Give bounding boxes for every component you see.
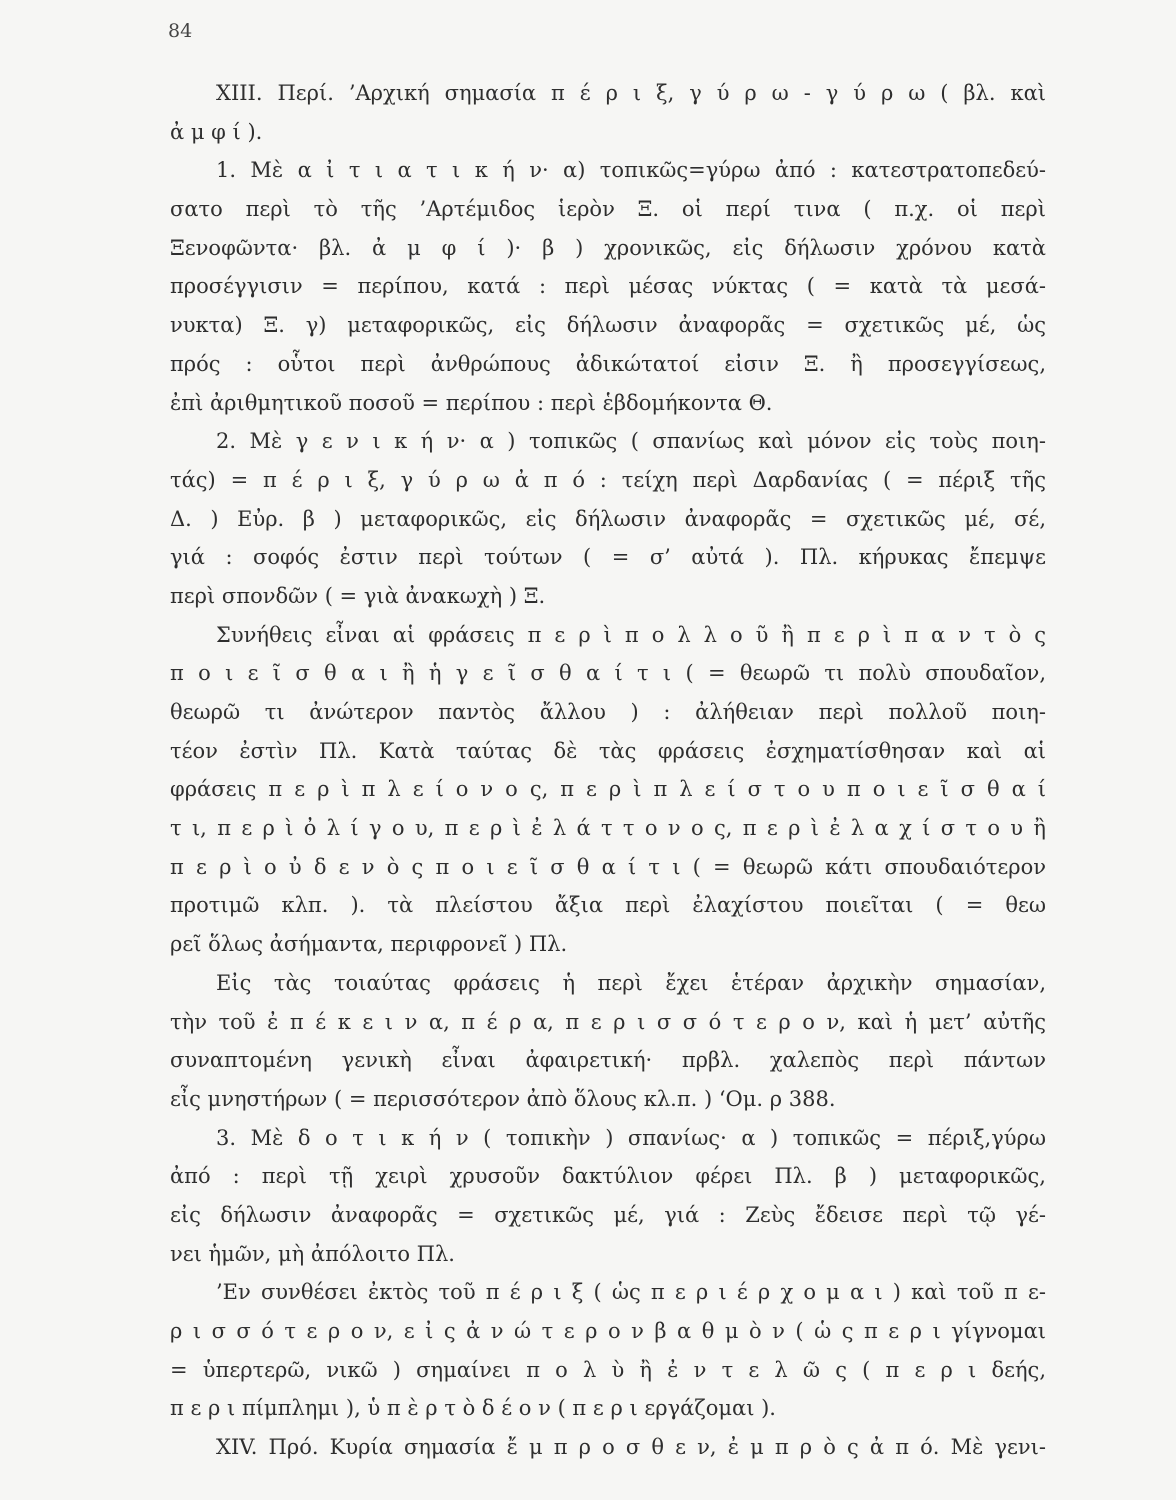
text-line: γιά : σοφός ἐστιν περὶ τούτων ( = σ’ αὐτά ). Πλ. κήρυκας ἔπεμψε [170, 545, 1046, 570]
text-line: θεωρῶ τι ἀνώτερον παντὸς ἄλλου ) : ἀλήθειαν περὶ πολλοῦ ποιη- [170, 700, 1046, 724]
text-line: τ ι, π ε ρ ὶ ὀ λ ί γ ο υ, π ε ρ ὶ ἐ λ ά τ τ ο ν ο ς, π ε ρ ὶ ἐ λ α χ ί σ τ ο υ ἢ [170, 816, 1046, 841]
text-line: σατο περὶ τὸ τῆς ’Αρτέμιδος ἱερὸν Ξ. οἱ περί τινα ( π.χ. οἱ περὶ [170, 197, 1046, 222]
text-line: ἐπὶ ἀριθμητικοῦ ποσοῦ = περίπου : περὶ ἑβδομήκοντα Θ. [170, 390, 773, 415]
text-line: νει ἡμῶν, μὴ ἀπόλοιτο Πλ. [170, 1241, 455, 1266]
text-line: ’Εν συνθέσει ἐκτὸς τοῦ π έ ρ ι ξ ( ὡς π ε ρ ι έ ρ χ ο μ α ι ) καὶ τοῦ π ε- [216, 1280, 1046, 1305]
text-line: εἰς δήλωσιν ἀναφορᾶς = σχετικῶς μέ, γιά : Ζεὺς ἔδεισε περὶ τῷ γέ- [170, 1202, 1046, 1227]
text-line: Εἰς τὰς τοιαύτας φράσεις ἡ περὶ ἔχει ἑτέραν ἀρχικὴν σημασίαν, [216, 970, 1046, 995]
text-line: Συνήθεις εἶναι αἱ φράσεις π ε ρ ὶ π ο λ λ ο ῦ ἢ π ε ρ ὶ π α ν τ ὸ ς [216, 622, 1046, 647]
text-line: τέον ἐστὶν Πλ. Κατὰ ταύτας δὲ τὰς φράσεις ἐσχηματίσθησαν καὶ αἱ [170, 738, 1046, 763]
body-text [170, 74, 1046, 1467]
text-line: π ε ρ ὶ ο ὐ δ ε ν ὸ ς π ο ι ε ῖ σ θ α ί τ ι ( = θεωρῶ κάτι σπουδαιότερον [170, 854, 1046, 879]
text-line: = ὑπερτερῶ, νικῶ ) σημαίνει π ο λ ὺ ἢ ἐ ν τ ε λ ῶ ς ( π ε ρ ι δεής, [170, 1357, 1046, 1382]
text-line: 3. Μὲ δ ο τ ι κ ή ν ( τοπικὴν ) σπανίως· α ) τοπικῶς = πέριξ,γύρω [216, 1125, 1046, 1150]
text-line: φράσεις π ε ρ ὶ π λ ε ί ο ν ο ς, π ε ρ ὶ π λ ε ί σ τ ο υ π ο ι ε ῖ σ θ α ί [170, 777, 1046, 802]
text-line: πρός : οὗτοι περὶ ἀνθρώπους ἀδικώτατοί εἰσιν Ξ. ἢ προσεγγίσεως, [170, 351, 1046, 376]
text-line: τὴν τοῦ ἐ π έ κ ε ι ν α, π έ ρ α, π ε ρ ι σ σ ό τ ε ρ ο ν, καὶ ἡ μετ’ αὐτῆς [170, 1009, 1046, 1034]
text-line: XIV. Πρό. Κυρία σημασία ἔ μ π ρ ο σ θ ε ν, ἐ μ π ρ ὸ ς ἀ π ό. Μὲ γενι- [216, 1435, 1046, 1460]
text-line: π ο ι ε ῖ σ θ α ι ἢ ἡ γ ε ῖ σ θ α ί τ ι ( = θεωρῶ τι πολὺ σπουδαῖον, [170, 661, 1046, 686]
text-line: ἀ μ φ ί ). [170, 119, 263, 144]
text-line: προσέγγισιν = περίπου, κατά : περὶ μέσας νύκτας ( = κατὰ τὰ μεσά- [170, 274, 1046, 299]
page-number: 84 [168, 20, 193, 42]
text-line: τάς) = π έ ρ ι ξ, γ ύ ρ ω ἀ π ό : τείχη περὶ Δαρδανίας ( = πέριξ τῆς [170, 467, 1046, 492]
text-line: Δ. ) Εὐρ. β ) μεταφορικῶς, εἰς δήλωσιν ἀναφορᾶς = σχετικῶς μέ, σέ, [170, 506, 1046, 531]
text-line: προτιμῶ κλπ. ). τὰ πλείστου ἄξια περὶ ἐλαχίστου ποιεῖται ( = θεω [170, 893, 1046, 918]
text-line: XIII. Περί. ’Αρχική σημασία π έ ρ ι ξ, γ ύ ρ ω - γ ύ ρ ω ( βλ. καὶ [216, 81, 1046, 105]
text-line: νυκτα) Ξ. γ) μεταφορικῶς, εἰς δήλωσιν ἀναφορᾶς = σχετικῶς μέ, ὡς [170, 313, 1046, 338]
text-line: ἀπό : περὶ τῇ χειρὶ χρυσοῦν δακτύλιον φέρει Πλ. β ) μεταφορικῶς, [170, 1164, 1046, 1189]
text-line: συναπτομένη γενικὴ εἶναι ἀφαιρετική· πρβλ. χαλεπὸς περὶ πάντων [170, 1048, 1046, 1073]
text-line: περὶ σπονδῶν ( = γιὰ ἀνακωχὴ ) Ξ. [170, 583, 546, 608]
text-line: ρ ι σ σ ό τ ε ρ ο ν, ε ἰ ς ἀ ν ώ τ ε ρ ο ν β α θ μ ὸ ν ( ὡ ς π ε ρ ι γίγνομαι [170, 1319, 1046, 1343]
text-line: 1. Μὲ α ἰ τ ι α τ ι κ ή ν· α) τοπικῶς=γύρω ἀπό : κατεστρατοπεδεύ- [216, 158, 1046, 183]
text-line: π ε ρ ι πίμπλημι ), ὑ π ὲ ρ τ ὸ δ έ ο ν ( π ε ρ ι εργάζομαι ). [170, 1396, 776, 1421]
text-line: εἶς μνηστήρων ( = περισσότερον ἀπὸ ὅλους κλ.π. ) ‘Ομ. ρ 388. [170, 1086, 836, 1111]
text-line: Ξενοφῶντα· βλ. ἀ μ φ ί )· β ) χρονικῶς, εἰς δήλωσιν χρόνου κατὰ [170, 235, 1046, 260]
text-line: 2. Μὲ γ ε ν ι κ ή ν· α ) τοπικῶς ( σπανίως καὶ μόνον εἰς τοὺς ποιη- [216, 429, 1046, 454]
text-line: ρεῖ ὅλως ἀσήμαντα, περιφρονεῖ ) Πλ. [170, 932, 568, 957]
